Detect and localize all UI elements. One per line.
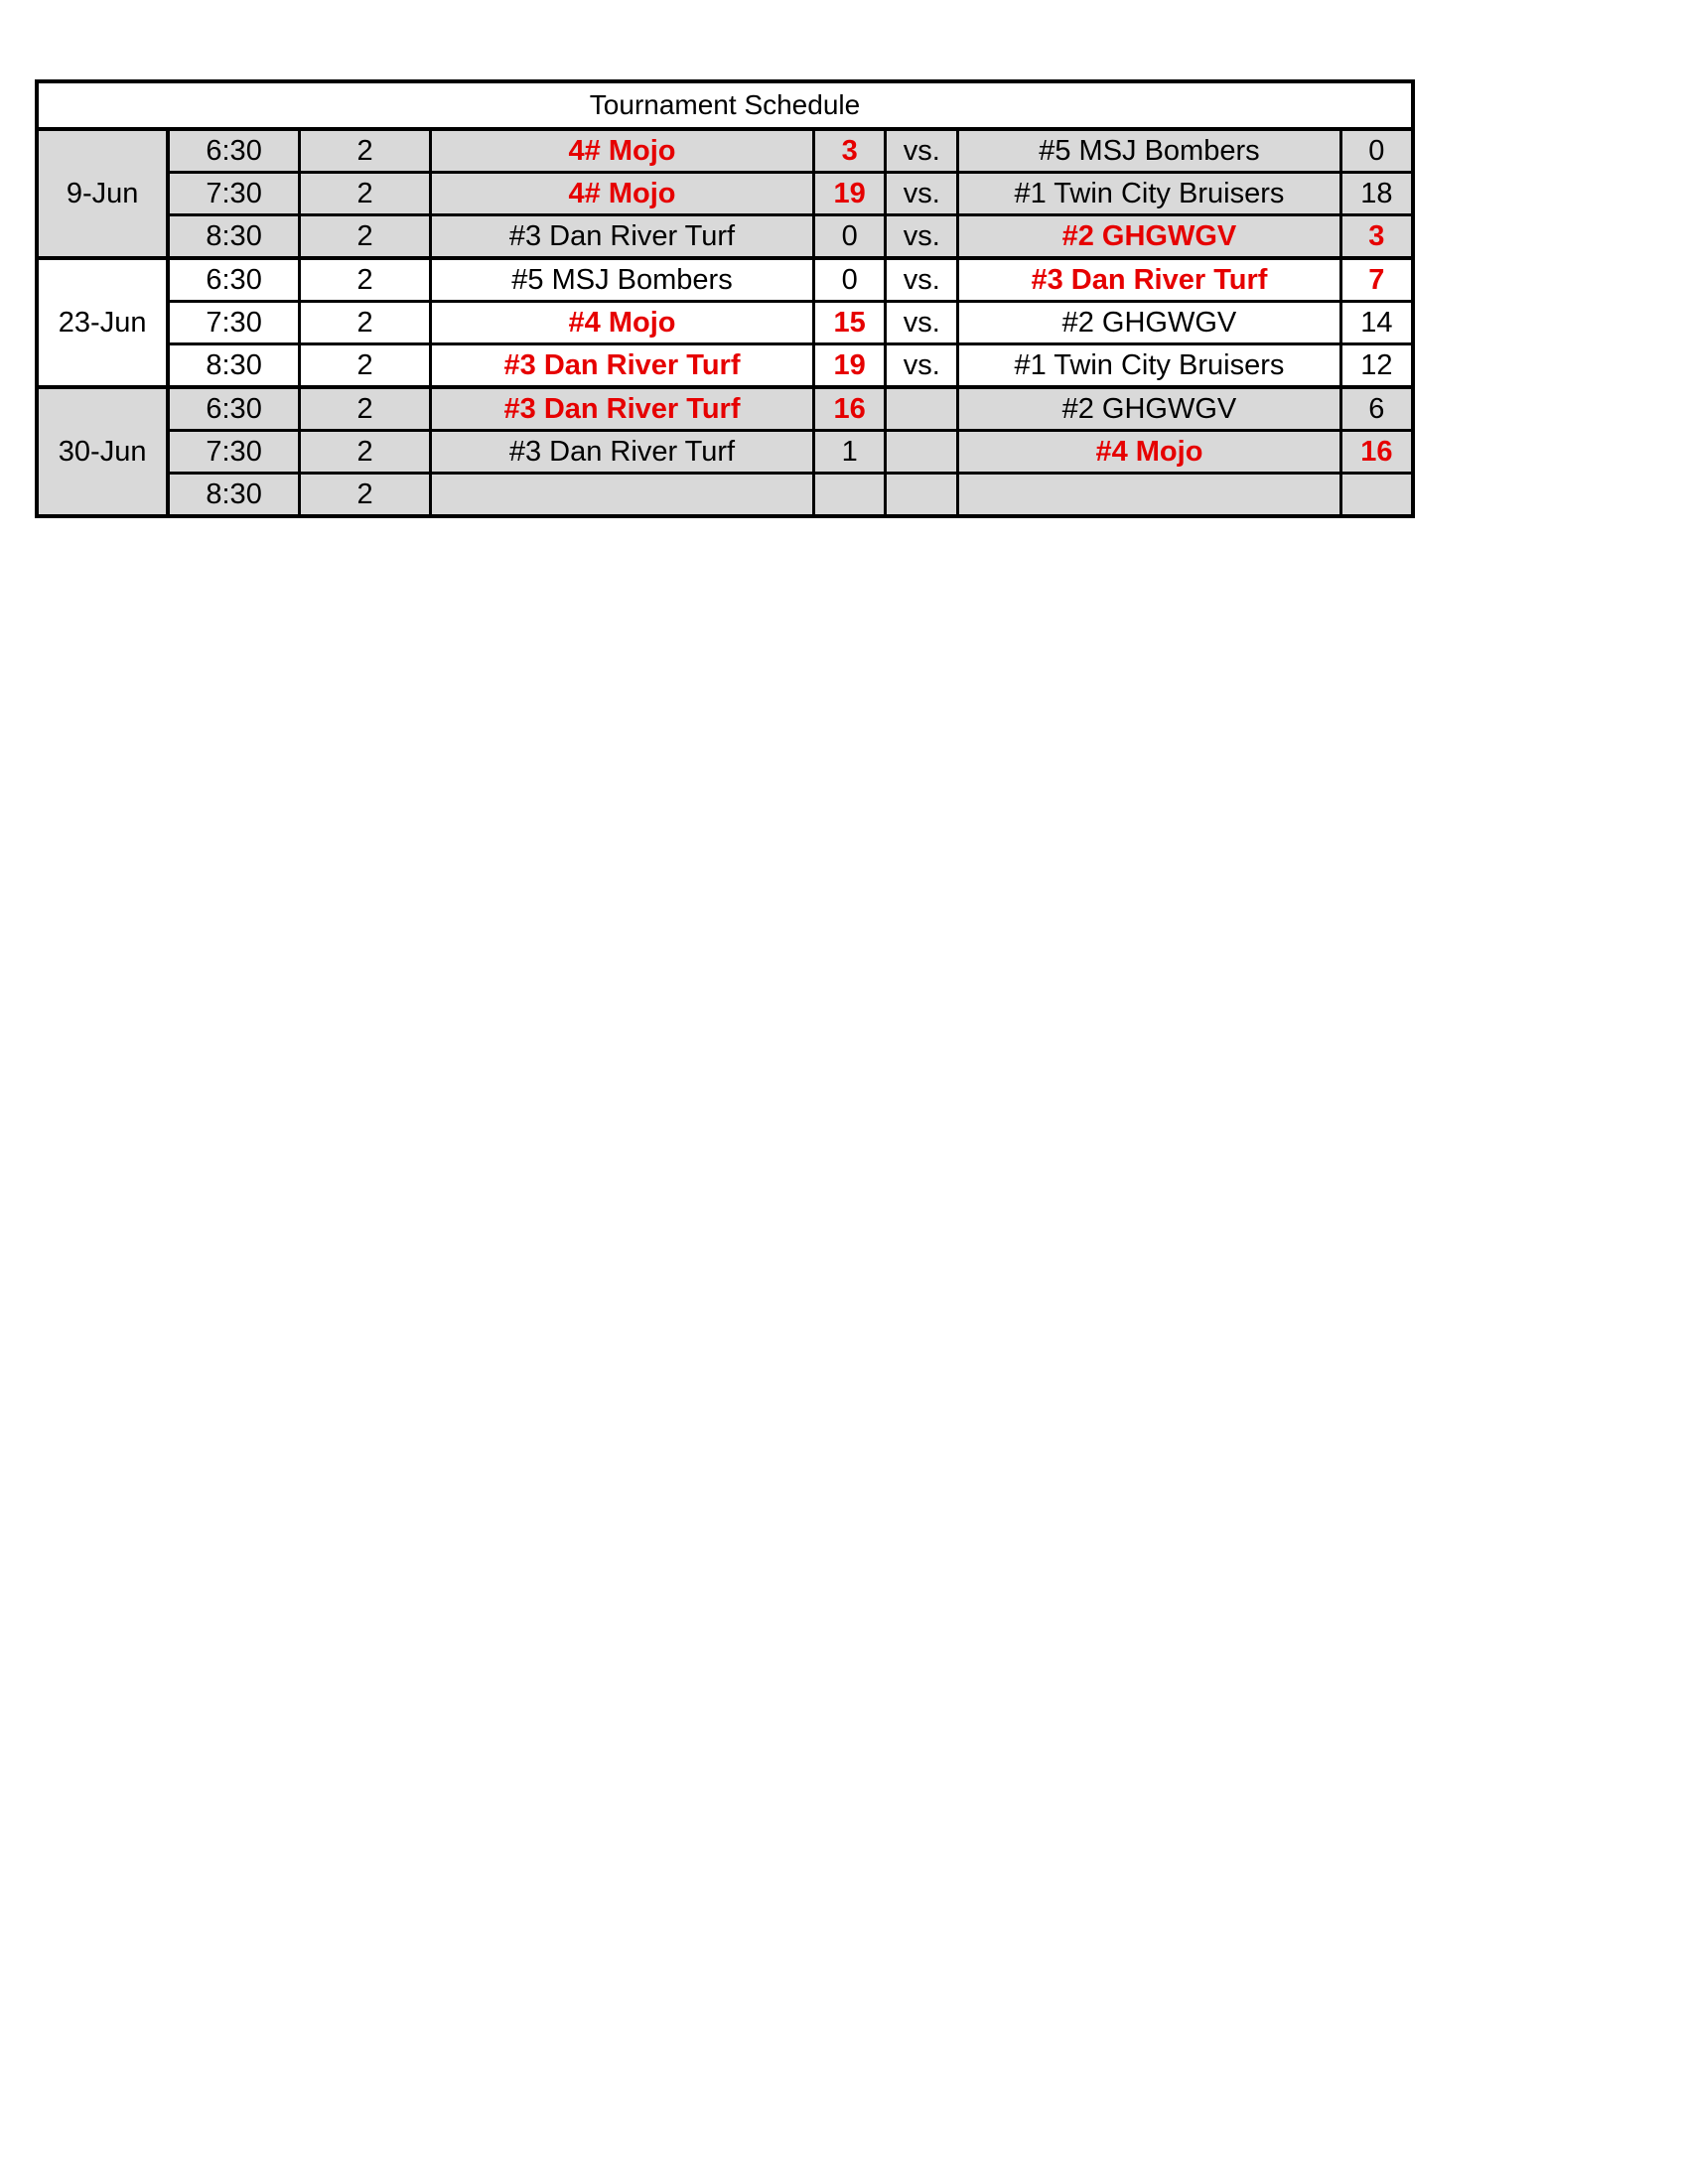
field-cell: 2 [299, 215, 430, 259]
time-cell: 8:30 [168, 474, 299, 517]
score2-cell: 12 [1340, 344, 1413, 388]
time-cell: 7:30 [168, 302, 299, 344]
game-row [37, 302, 1413, 344]
field-cell: 2 [299, 344, 430, 388]
time-cell: 6:30 [168, 129, 299, 173]
score1-cell: 0 [813, 258, 886, 302]
versus-cell: vs. [886, 129, 958, 173]
team1-cell: #3 Dan River Turf [431, 387, 814, 431]
game-row [37, 387, 1413, 431]
team2-cell: #2 GHGWGV [958, 302, 1341, 344]
score1-cell: 1 [813, 431, 886, 474]
team1-cell: 4# Mojo [431, 173, 814, 215]
versus-cell: vs. [886, 173, 958, 215]
time-cell: 7:30 [168, 431, 299, 474]
score1-cell: 19 [813, 173, 886, 215]
date-cell: 9-Jun [37, 129, 168, 258]
field-cell: 2 [299, 258, 430, 302]
team2-cell: #1 Twin City Bruisers [958, 173, 1341, 215]
score2-cell: 16 [1340, 431, 1413, 474]
game-row [37, 431, 1413, 474]
team2-cell: #1 Twin City Bruisers [958, 344, 1341, 388]
title-row [37, 81, 1413, 129]
score1-cell: 0 [813, 215, 886, 259]
versus-cell: vs. [886, 302, 958, 344]
score2-cell [1340, 474, 1413, 517]
team2-cell: #5 MSJ Bombers [958, 129, 1341, 173]
field-cell: 2 [299, 387, 430, 431]
field-cell: 2 [299, 431, 430, 474]
time-cell: 8:30 [168, 344, 299, 388]
game-row [37, 173, 1413, 215]
team1-cell: #3 Dan River Turf [431, 344, 814, 388]
game-row [37, 474, 1413, 517]
versus-cell: vs. [886, 215, 958, 259]
field-cell: 2 [299, 302, 430, 344]
date-cell: 30-Jun [37, 387, 168, 516]
date-cell: 23-Jun [37, 258, 168, 387]
team1-cell: #3 Dan River Turf [431, 431, 814, 474]
versus-cell [886, 474, 958, 517]
game-row [37, 258, 1413, 302]
game-row [37, 129, 1413, 173]
score2-cell: 0 [1340, 129, 1413, 173]
game-row [37, 215, 1413, 259]
team1-cell: #3 Dan River Turf [431, 215, 814, 259]
score1-cell: 3 [813, 129, 886, 173]
team2-cell [958, 474, 1341, 517]
score2-cell: 18 [1340, 173, 1413, 215]
score1-cell [813, 474, 886, 517]
score1-cell: 15 [813, 302, 886, 344]
versus-cell [886, 387, 958, 431]
team1-cell [431, 474, 814, 517]
versus-cell: vs. [886, 258, 958, 302]
score2-cell: 3 [1340, 215, 1413, 259]
score1-cell: 19 [813, 344, 886, 388]
versus-cell: vs. [886, 344, 958, 388]
score2-cell: 7 [1340, 258, 1413, 302]
team1-cell: #5 MSJ Bombers [431, 258, 814, 302]
time-cell: 6:30 [168, 258, 299, 302]
field-cell: 2 [299, 173, 430, 215]
team2-cell: #2 GHGWGV [958, 387, 1341, 431]
tournament-schedule-table [35, 79, 1415, 518]
game-row [37, 344, 1413, 388]
score2-cell: 6 [1340, 387, 1413, 431]
team2-cell: #2 GHGWGV [958, 215, 1341, 259]
score1-cell: 16 [813, 387, 886, 431]
schedule-title: Tournament Schedule [37, 81, 1413, 129]
versus-cell [886, 431, 958, 474]
field-cell: 2 [299, 129, 430, 173]
team2-cell: #4 Mojo [958, 431, 1341, 474]
team1-cell: 4# Mojo [431, 129, 814, 173]
score2-cell: 14 [1340, 302, 1413, 344]
time-cell: 8:30 [168, 215, 299, 259]
field-cell: 2 [299, 474, 430, 517]
time-cell: 6:30 [168, 387, 299, 431]
team2-cell: #3 Dan River Turf [958, 258, 1341, 302]
time-cell: 7:30 [168, 173, 299, 215]
team1-cell: #4 Mojo [431, 302, 814, 344]
schedule-body [37, 81, 1413, 516]
